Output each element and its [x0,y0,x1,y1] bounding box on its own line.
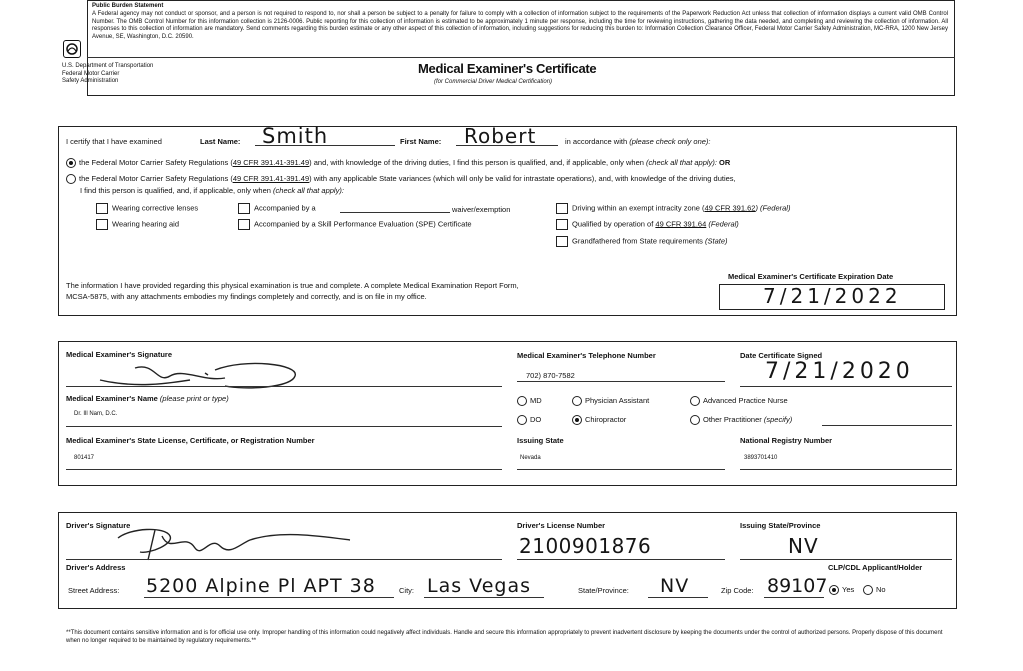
qualified-checkbox[interactable] [556,219,568,230]
examiner-phone-label: Medical Examiner's Telephone Number [517,351,656,360]
waiver-label: waiver/exemption [452,205,511,214]
intracity-end: ) (Federal) [755,203,791,213]
accompanied-checkbox[interactable] [238,203,250,214]
burden-title: Public Burden Statement [92,3,164,9]
option1-row [66,158,730,168]
option2-row [66,174,736,184]
examiner-name-line [66,426,502,427]
no-radio[interactable] [863,585,873,595]
city-label: City: [399,586,414,595]
registry-value[interactable]: 3893701410 [744,455,778,461]
driver-signature[interactable] [110,518,360,569]
no-label: No [876,585,886,594]
option1-italic: (check all that apply): [646,158,717,167]
license-label: Medical Examiner's State License, Certificate, or Registration Number [66,436,315,445]
other-label: Other Practitioner [703,415,762,424]
yes-radio[interactable] [829,585,839,595]
option2-italic: (check all that apply): [273,186,344,195]
examiner-signature-line [66,386,502,387]
grandfathered-end: (State) [705,236,728,246]
yes-option [829,585,854,595]
spe-row [238,219,472,230]
driver-signature-label: Driver's Signature [66,521,131,530]
option2-row2 [80,186,344,195]
province-line [648,597,708,598]
intracity-label: Driving within an exempt intracity zone ( [572,203,705,213]
certify-prefix: I certify that I have examined [66,137,162,146]
lenses-checkbox[interactable] [96,203,108,214]
certify-suffix-text: in accordance with [565,137,628,146]
issuing-state-value[interactable]: Nevada [520,455,541,461]
grandfathered-row [556,236,728,247]
lenses-row [96,203,198,214]
chiro-radio[interactable] [572,415,582,425]
driver-signature-line [66,559,502,560]
statement-line2: MCSA-5875, with any attachments embodies my findings completely and correctly, and is on file in my office. [66,292,427,301]
examiner-signature-label: Medical Examiner's Signature [66,350,172,359]
first-name-label: First Name: [400,137,442,146]
chiro-label: Chiropractor [585,415,627,424]
option2-radio[interactable] [66,174,76,184]
intracity-checkbox[interactable] [556,203,568,214]
examiner-name-label-text: Medical Examiner's Name [66,394,158,403]
date-signed-value[interactable]: 7/21/2020 [765,359,914,384]
qualified-link[interactable]: 49 CFR 391.64 [655,219,707,229]
zip-label: Zip Code: [721,586,754,595]
other-line [822,425,952,426]
yes-label: Yes [842,585,855,594]
page-title: Medical Examiner's Certificate [418,61,597,76]
examiner-phone[interactable]: 702) 870-7582 [526,371,575,380]
other-radio[interactable] [690,415,700,425]
zip-line [764,597,824,598]
option1-text-b: ) and, with knowledge of the driving duties, I find this person is qualified, and, if applicable, only when [309,158,644,167]
pa-radio[interactable] [572,396,582,406]
expiration-value[interactable]: 7/21/2022 [763,284,902,308]
apn-radio[interactable] [690,396,700,406]
pa-option [572,396,649,406]
license-value[interactable]: 801417 [74,455,95,461]
statement-line1: The information I have provided regarding this physical examination is true and complete. A complete Medical Examination Report Form, [66,281,519,290]
grandfathered-checkbox[interactable] [556,236,568,247]
driver-license-line [517,559,725,560]
street-label: Street Address: [68,586,120,595]
do-option [517,415,541,425]
registry-label: National Registry Number [740,436,833,445]
agency-line3: Safety Administration [62,78,119,84]
examiner-name-label-italic: (please print or type) [159,394,229,403]
driver-license-value[interactable]: 2100901876 [519,534,652,558]
accompanied-row [238,203,316,214]
md-option [517,396,542,406]
dot-logo-icon [63,40,81,58]
driver-state-label: Issuing State/Province [740,521,821,530]
grandfathered-label: Grandfathered from State requirements [572,236,703,246]
examiner-signature[interactable] [95,358,305,397]
issuing-state-label: Issuing State [517,436,564,445]
qualified-label: Qualified by operation of [572,219,654,229]
last-name-value[interactable]: Smith [262,124,329,148]
hearing-checkbox[interactable] [96,219,108,230]
do-radio[interactable] [517,415,527,425]
driver-state-line [740,559,952,560]
certify-suffix-italic: (please check only one): [629,137,711,146]
footer-notice: **This document contains sensitive information and is for official use only. Improper handling of this information could negatively affect individuals. Handle and secure this information appropriately to prevent inadvertent disclosure by keeping the documents under the control of authorized persons. Properly dispose of this document when no longer required to be maintained by regulatory requirements.** [66,630,943,644]
agency-line2: Federal Motor Carrier [62,70,120,77]
registry-line [740,469,952,470]
other-option [690,415,792,425]
accompanied-label: Accompanied by a [254,203,316,213]
header-divider [87,57,955,58]
option1-text-a: the Federal Motor Carrier Safety Regulations ( [79,158,233,167]
intracity-link[interactable]: 49 CFR 391.62 [704,203,756,213]
no-option [863,585,886,595]
first-name-value[interactable]: Robert [464,124,537,148]
examiner-phone-line [517,381,725,382]
province-value[interactable]: NV [660,575,690,597]
intracity-row [556,203,790,214]
clp-label: CLP/CDL Applicant/Holder [828,563,923,572]
option1-or: OR [719,158,731,167]
date-signed-label: Date Certificate Signed [740,351,823,360]
date-signed-line [740,386,952,387]
last-name-label: Last Name: [200,137,241,146]
option2-text-a: the Federal Motor Carrier Safety Regulations ( [79,174,233,183]
spe-label: Accompanied by a Skill Performance Evaluation (SPE) Certificate [254,219,472,229]
province-label: State/Province: [578,586,629,595]
hearing-label: Wearing hearing aid [112,219,179,229]
examiner-name[interactable]: Dr. Ill Nam, D.C. [74,411,118,417]
apn-option [690,396,788,406]
option2-link[interactable]: 49 CFR 391.41-391.49 [232,174,310,183]
driver-address-label: Driver's Address [66,563,126,572]
issuing-state-line [517,469,725,470]
spe-checkbox[interactable] [238,219,250,230]
option1-radio[interactable] [66,158,76,168]
pa-label: Physician Assistant [585,396,650,405]
street-line [144,597,394,598]
option1-link[interactable]: 49 CFR 391.41-391.49 [232,158,310,167]
city-value[interactable]: Las Vegas [427,575,531,597]
license-line [66,469,502,470]
agency-block [62,63,153,86]
do-label: DO [530,415,542,424]
apn-label: Advanced Practice Nurse [703,396,788,405]
hearing-row [96,219,179,230]
qualified-row [556,219,739,230]
examiner-name-label [66,394,229,403]
expiration-label: Medical Examiner's Certificate Expiration Date [728,272,894,281]
qualified-end: (Federal) [708,219,739,229]
certify-suffix [565,137,711,146]
chiro-option [572,415,626,425]
driver-license-label: Driver's License Number [517,521,606,530]
agency-line1: U.S. Department of Transportation [62,63,154,69]
option2-text-c: I find this person is qualified, and, if applicable, only when [80,186,271,195]
option2-text-b: ) with any applicable State variances (which will only be valid for intrastate operations), and, with knowledge of the driving duties, [309,174,736,183]
city-line [424,597,544,598]
md-radio[interactable] [517,396,527,406]
driver-state-value[interactable]: NV [788,534,819,558]
lenses-label: Wearing corrective lenses [112,203,199,213]
burden-text: A Federal agency may not conduct or sponsor, and a person is not required to respond to, nor shall a person be subject to a penalty for failure to comply with a collection of information subject to the requirements of the Paperwork Reduction Act unless that collection of information displays a current valid OMB Control Number. The OMB Control Number for this information collection is 2126-0006. Public reporting for this collection of information is estimated to be approximately 1 minute per response, including the time for reviewing instructions, gathering the data needed, and completing and reviewing the collection of information. All responses to this collection of information are mandatory. Send comments regarding this burden estimate or any other aspect of this collection of information, including suggestions for reducing this burden to: Information Collection Clearance Officer, Federal Motor Carrier Safety Administration, MC-RRA, 1200 New Jersey Avenue, SE, Washington, D.C. 20590. [92,11,948,40]
md-label: MD [530,396,542,405]
page-subtitle: (for Commercial Driver Medical Certification) [434,79,553,85]
waiver-underline [340,212,450,213]
zip-value[interactable]: 89107 [767,575,828,597]
other-italic: (specify) [763,415,793,424]
street-value[interactable]: 5200 Alpine Pl APT 38 [146,575,376,597]
